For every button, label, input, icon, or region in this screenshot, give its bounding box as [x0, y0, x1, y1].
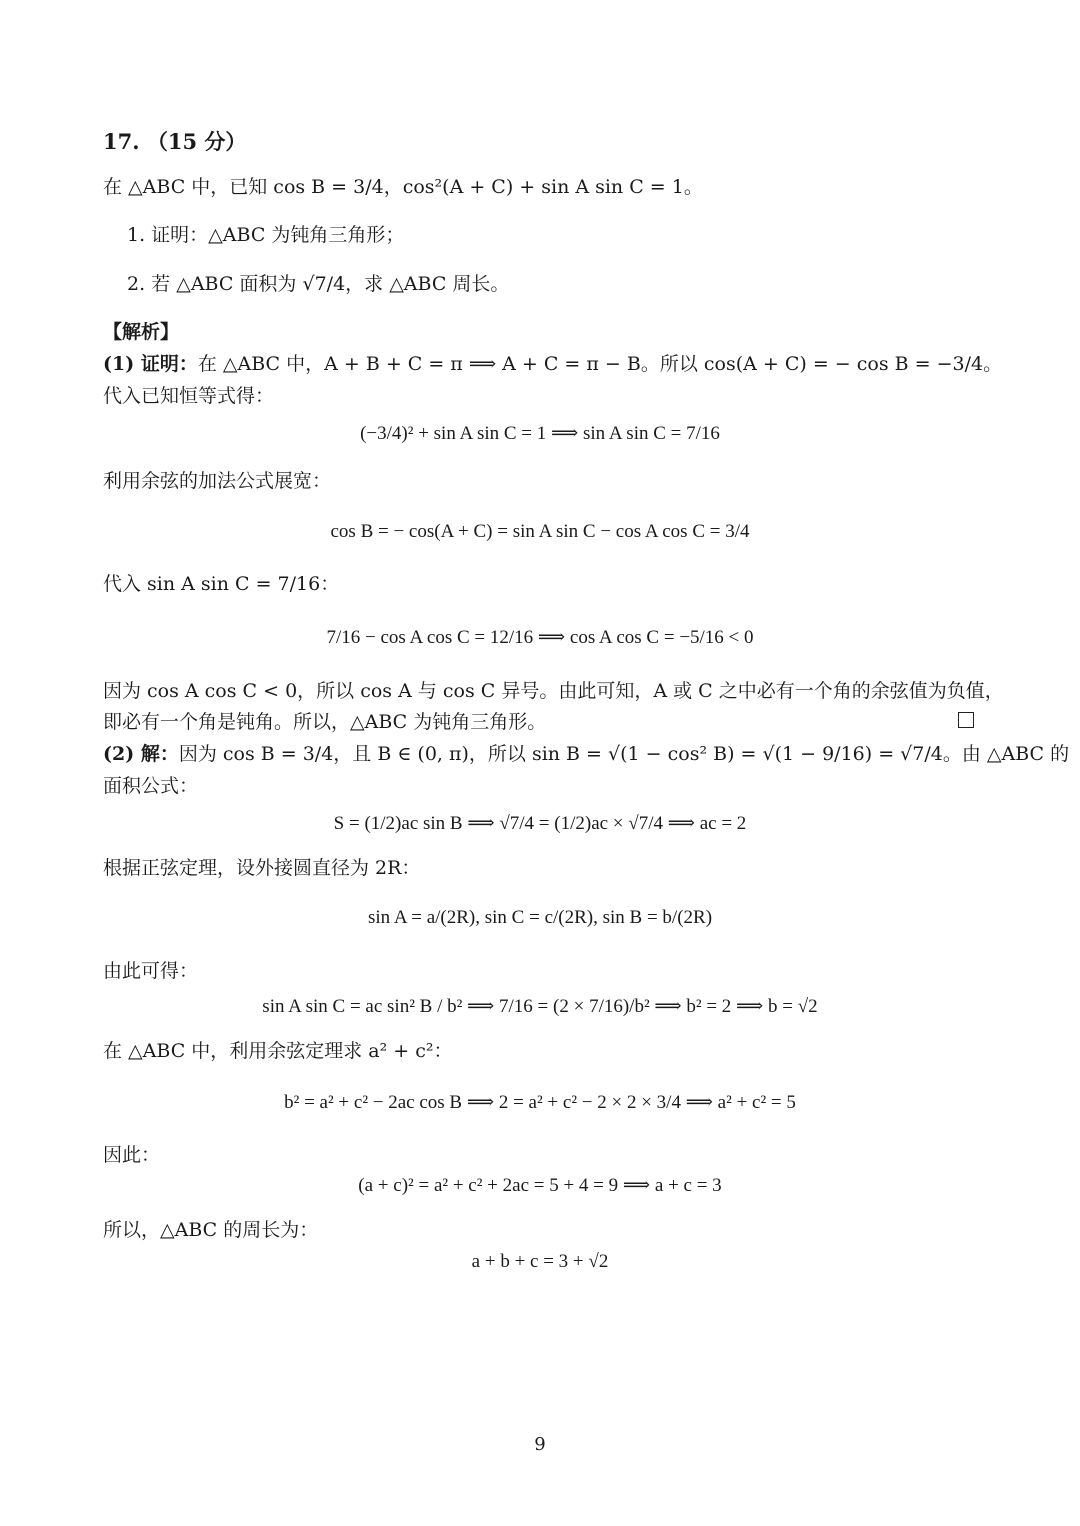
part2-label: (2) 解：	[103, 743, 179, 765]
equation: sin A = a/(2R), sin C = c/(2R), sin B = b/(2R)	[367, 907, 713, 928]
solution-text: 代入已知恒等式得：	[103, 385, 275, 407]
qed-symbol	[958, 712, 974, 728]
equation: a + b + c = 3 + √2	[471, 1251, 609, 1272]
solution-text: 由此可得：	[103, 960, 199, 982]
equation: (a + c)² = a² + c² + 2ac = 5 + 4 = 9 ⟹ a + c = 3	[358, 1175, 722, 1196]
problem-statement: 在 △ABC 中，已知 cos B = 3/4，cos²(A + C) + sin A sin C = 1。	[103, 176, 703, 198]
solution-text: 因此：	[103, 1144, 161, 1166]
solution-heading: 【解析】	[103, 321, 180, 343]
solution-text: 面积公式：	[103, 775, 199, 797]
solution-text: 即必有一个角是钝角。所以，△ABC 为钝角三角形。	[103, 711, 547, 733]
solution-text: 根据正弦定理，设外接圆直径为 2R：	[103, 857, 421, 879]
solution-text: 因为 cos A cos C < 0，所以 cos A 与 cos C 异号。由此可知，A 或 C 之中必有一个角的余弦值为负值，	[103, 680, 1004, 702]
page-number: 9	[534, 1434, 546, 1455]
solution-part2-line	[103, 740, 1069, 768]
equation: sin A sin C = ac sin² B / b² ⟹ 7/16 = (2 × 7/16)/b² ⟹ b² = 2 ⟹ b = √2	[262, 996, 818, 1017]
equation: (−3/4)² + sin A sin C = 1 ⟹ sin A sin C = 7/16	[360, 423, 720, 444]
equation: b² = a² + c² − 2ac cos B ⟹ 2 = a² + c² − 2 × 2 × 3/4 ⟹ a² + c² = 5	[284, 1092, 796, 1113]
problem-part-2: 2. 若 △ABC 面积为 √7/4，求 △ABC 周长。	[127, 273, 510, 295]
solution-text: 利用余弦的加法公式展宽：	[103, 470, 332, 492]
equation: S = (1/2)ac sin B ⟹ √7/4 = (1/2)ac × √7/4 ⟹ ac = 2	[333, 813, 747, 834]
part2-text: 因为 cos B = 3/4，且 B ∈ (0, π)，所以 sin B = √(1 − cos² B) = √(1 − 9/16) = √7/4。由 △ABC 的	[178, 743, 1070, 765]
solution-text: 代入 sin A sin C = 7/16：	[103, 573, 340, 595]
part1-text: 在 △ABC 中，A + B + C = π ⟹ A + C = π − B。所以 cos(A + C) = − cos B = −3/4。	[197, 353, 1003, 375]
problem-part-1: 1. 证明：△ABC 为钝角三角形；	[127, 224, 405, 246]
equation: cos B = − cos(A + C) = sin A sin C − cos A cos C = 3/4	[330, 521, 750, 542]
part1-label: (1) 证明：	[103, 353, 198, 375]
solution-part1-line	[103, 350, 1002, 378]
problem-title: 17. （15 分）	[103, 129, 247, 154]
equation: 7/16 − cos A cos C = 12/16 ⟹ cos A cos C = −5/16 < 0	[326, 627, 754, 648]
solution-text: 所以，△ABC 的周长为：	[103, 1219, 319, 1241]
solution-text: 在 △ABC 中，利用余弦定理求 a² + c²：	[103, 1040, 453, 1062]
